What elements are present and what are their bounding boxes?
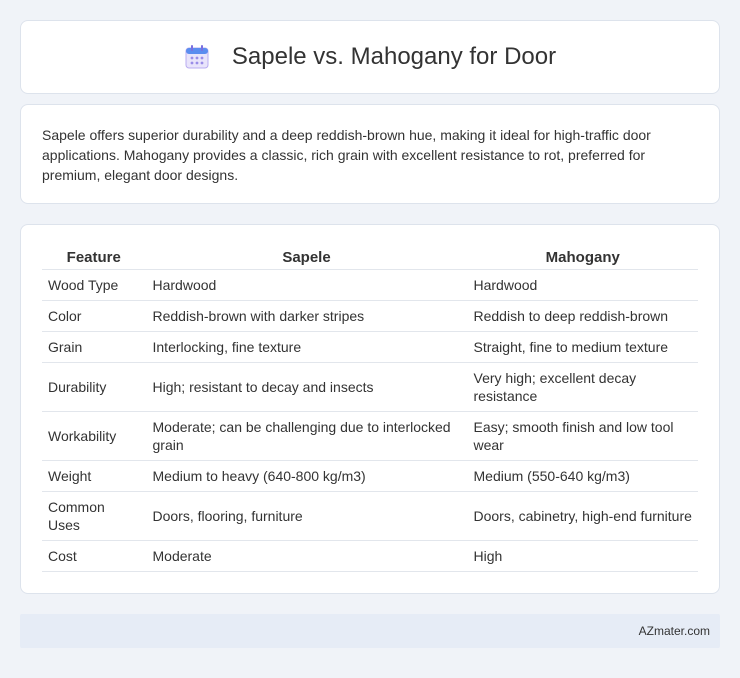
- mahogany-cell: Doors, cabinetry, high-end furniture: [467, 491, 698, 540]
- header-mahogany: Mahogany: [467, 245, 698, 269]
- sapele-cell: Medium to heavy (640-800 kg/m3): [146, 460, 467, 491]
- table-row: [42, 269, 698, 300]
- footer-site-link[interactable]: AZmater.com: [638, 624, 710, 638]
- feature-cell: Color: [42, 300, 146, 331]
- sapele-cell: Hardwood: [146, 269, 467, 300]
- comparison-table: [42, 245, 698, 572]
- mahogany-cell: Medium (550-640 kg/m3): [467, 460, 698, 491]
- sapele-cell: Moderate: [146, 540, 467, 571]
- feature-cell: Grain: [42, 331, 146, 362]
- mahogany-cell: Reddish to deep reddish-brown: [467, 300, 698, 331]
- feature-cell: Durability: [42, 362, 146, 411]
- mahogany-cell: Easy; smooth finish and low tool wear: [467, 411, 698, 460]
- feature-cell: Common Uses: [42, 491, 146, 540]
- header-feature: Feature: [42, 245, 146, 269]
- table-row: [42, 411, 698, 460]
- mahogany-cell: High: [467, 540, 698, 571]
- summary-card: [20, 104, 720, 204]
- feature-cell: Workability: [42, 411, 146, 460]
- table-row: [42, 540, 698, 571]
- page-title: Sapele vs. Mahogany for Door: [231, 43, 557, 70]
- table-row: [42, 491, 698, 540]
- title-card: [20, 20, 720, 94]
- mahogany-cell: Hardwood: [467, 269, 698, 300]
- sapele-cell: High; resistant to decay and insects: [146, 362, 467, 411]
- header-sapele: Sapele: [146, 245, 467, 269]
- sapele-cell: Reddish-brown with darker stripes: [146, 300, 467, 331]
- feature-cell: Wood Type: [42, 269, 146, 300]
- table-header-row: [42, 245, 698, 269]
- calendar-icon: [184, 44, 210, 70]
- sapele-cell: Interlocking, fine texture: [146, 331, 467, 362]
- summary-text: Sapele offers superior durability and a deep reddish-brown hue, making it ideal for high-traffic door applications. Mahogany provides a classic, rich grain with excellent resistance to rot, preferred for premium, elegant door designs.: [42, 127, 651, 183]
- feature-cell: Cost: [42, 540, 146, 571]
- mahogany-cell: Very high; excellent decay resistance: [467, 362, 698, 411]
- mahogany-cell: Straight, fine to medium texture: [467, 331, 698, 362]
- sapele-cell: Doors, flooring, furniture: [146, 491, 467, 540]
- footer: [20, 614, 720, 648]
- table-row: [42, 331, 698, 362]
- table-row: [42, 460, 698, 491]
- table-row: [42, 300, 698, 331]
- comparison-card: [20, 224, 720, 594]
- table-row: [42, 362, 698, 411]
- feature-cell: Weight: [42, 460, 146, 491]
- sapele-cell: Moderate; can be challenging due to interlocked grain: [146, 411, 467, 460]
